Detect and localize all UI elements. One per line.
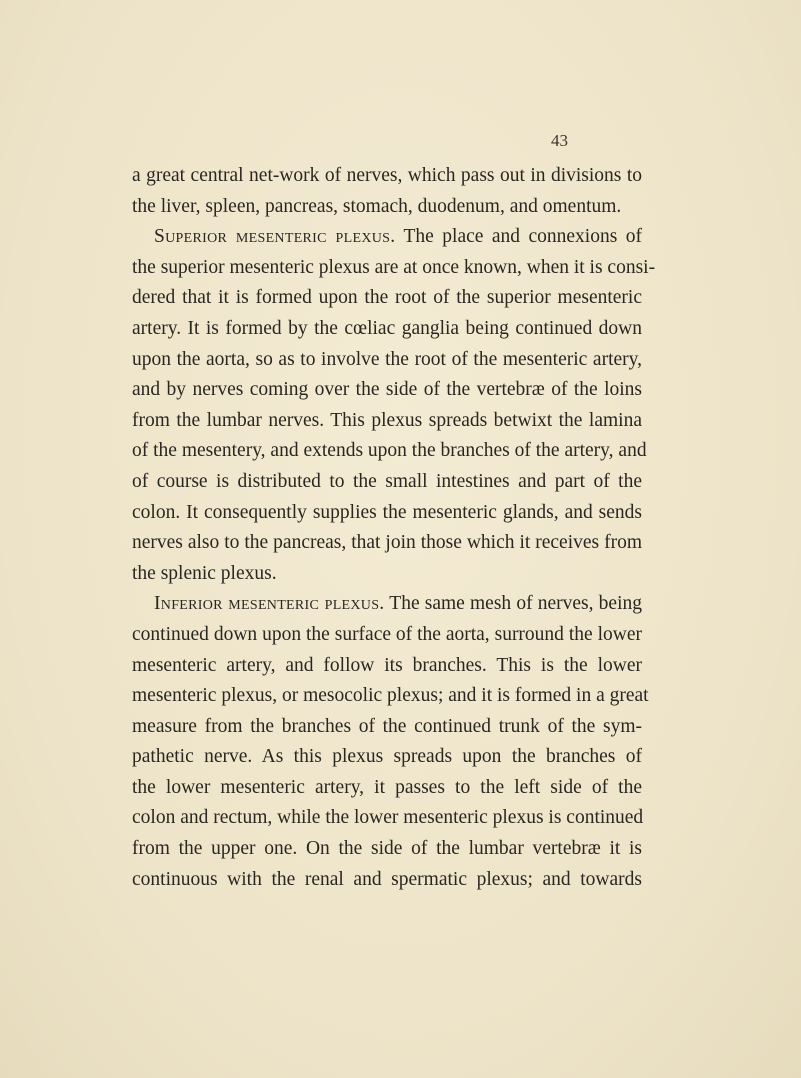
text-line: colon. It consequently supplies the mesenteric glands, and sends: [132, 501, 642, 523]
text-line: and by nerves coming over the side of the vertebræ of the loins: [132, 379, 642, 401]
text-line: dered that it is formed upon the root of the superior mesenteric: [132, 287, 642, 309]
paragraph-inferior-mesenteric-plexus: [132, 589, 649, 895]
text-line: upon the aorta, so as to involve the root of the mesenteric artery,: [132, 348, 642, 370]
paragraph-1: [132, 161, 642, 222]
text-line: artery. It is formed by the cœliac ganglia being continued down: [132, 317, 642, 339]
section-heading-inferior-mesenteric-plexus: Inferior mesenteric plexus.: [154, 593, 385, 615]
text-line: from the lumbar nerves. This plexus spreads betwixt the lamina: [132, 409, 642, 431]
text-line: the lower mesenteric artery, it passes to the left side of the: [132, 776, 642, 798]
text-line: the splenic plexus.: [132, 562, 277, 584]
body-text: [132, 161, 656, 895]
text-line: nerves also to the pancreas, that join those which it receives from: [132, 532, 642, 554]
text-line: mesenteric artery, and follow its branches. This is the lower: [132, 654, 642, 676]
text-line: of course is distributed to the small intestines and part of the: [132, 470, 642, 492]
text-line: colon and rectum, while the lower mesenteric plexus is continued: [132, 807, 644, 829]
text-line: pathetic nerve. As this plexus spreads upon the branches of: [132, 746, 642, 768]
text-line: of the mesentery, and extends upon the branches of the artery, and: [132, 440, 647, 462]
section-heading-superior-mesenteric-plexus: Superior mesenteric plexus.: [154, 226, 396, 248]
text-line: mesenteric plexus, or mesocolic plexus; and it is formed in a great: [132, 685, 649, 707]
text-line: a great central net-work of nerves, which pass out in divisions to: [132, 165, 642, 186]
paragraph-superior-mesenteric-plexus: [132, 222, 656, 589]
text-line: from the upper one. On the side of the lumbar vertebræ it is: [132, 838, 642, 860]
text-line: measure from the branches of the continued trunk of the sym-: [132, 715, 642, 737]
text-line: the liver, spleen, pancreas, stomach, duodenum, and omentum.: [132, 195, 622, 217]
text-span: The same mesh of nerves, being: [389, 593, 642, 615]
text-span: The place and connexions of: [403, 226, 642, 248]
paragraph-first-line: [132, 222, 642, 253]
text-line: continuous with the renal and spermatic plexus; and towards: [132, 868, 642, 890]
paragraph-first-line: [132, 589, 642, 620]
page-number: 43: [551, 131, 568, 150]
text-line: the superior mesenteric plexus are at once known, when it is consi-: [132, 256, 656, 278]
text-line: continued down upon the surface of the aorta, surround the lower: [132, 623, 642, 645]
